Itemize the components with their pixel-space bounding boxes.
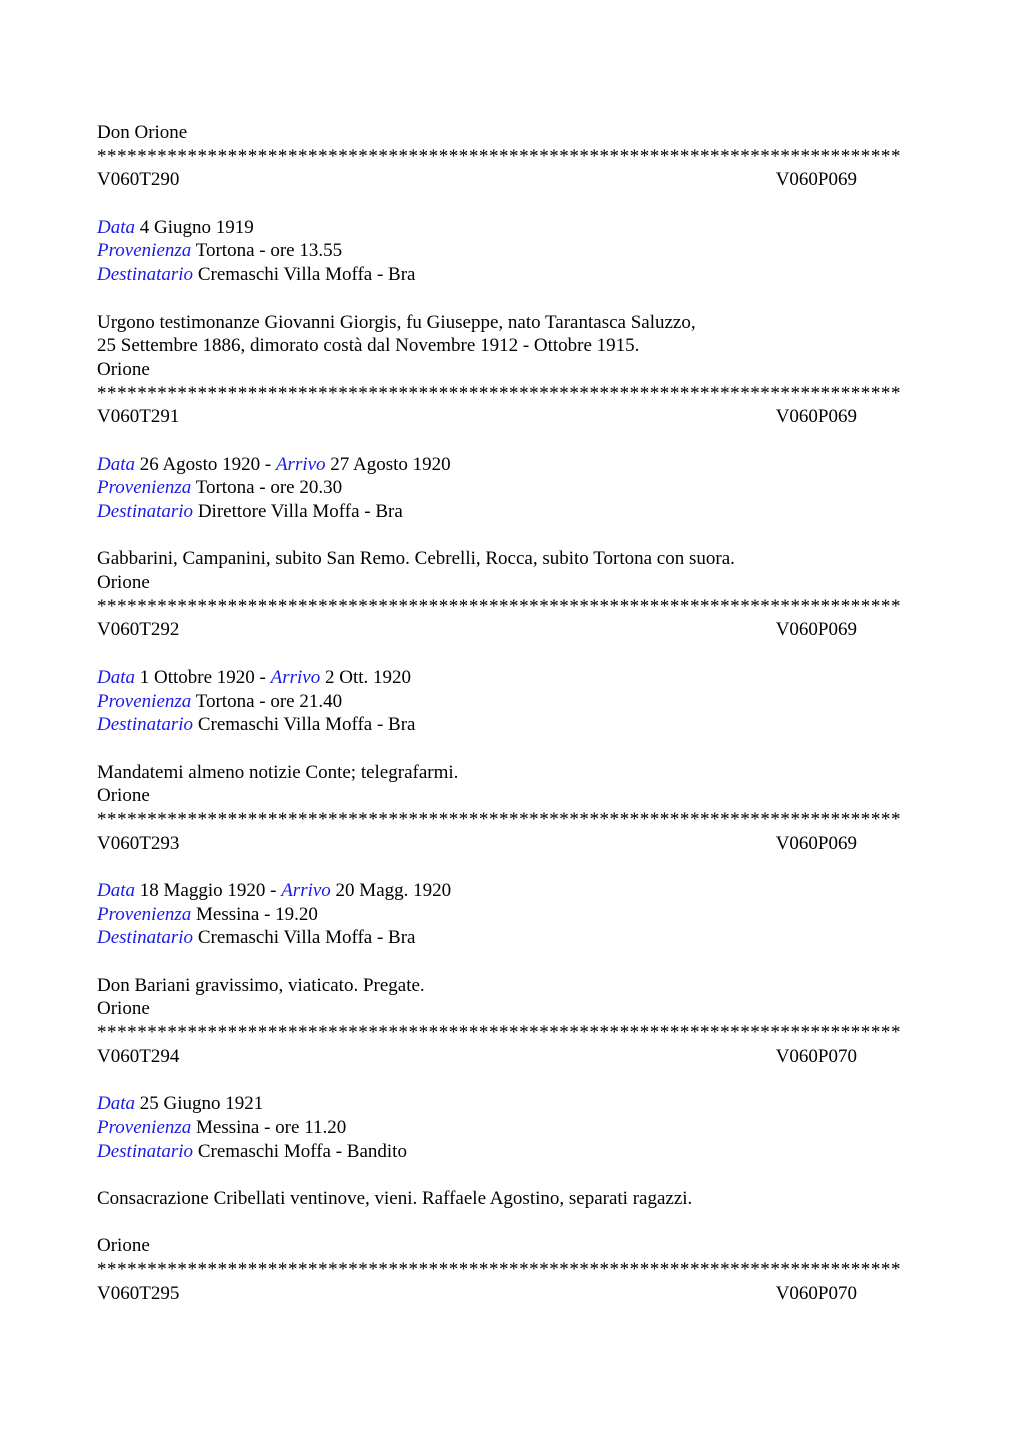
telegram-code: V060T290 [97,169,180,191]
message-text: Mandatemi almeno notizie Conte; telegrafarmi. [97,761,459,783]
recipient-value: Cremaschi Villa Moffa - Bra [197,927,416,949]
separator: ******************************************************************************** [97,595,901,617]
message-text: 25 Settembre 1886, dimorato costà dal Novembre 1912 - Ottobre 1915. [97,335,640,357]
origin-value: Tortona - ore 21.40 [195,690,343,712]
arrival-label: Arrivo [281,880,331,901]
separator: ******************************************************************************** [97,145,901,167]
signature: Orione [97,1235,150,1257]
arrival-value: 27 Agosto 1920 [330,453,451,475]
entry-codes [97,832,857,856]
origin-value: Messina - ore 11.20 [196,1116,347,1138]
date-label: Data [97,216,135,238]
date-line: Data 18 Maggio 1920 - Arrivo 20 Magg. 1920 [97,880,452,901]
arrival-value: 20 Magg. 1920 [335,880,452,901]
separator: ******************************************************************************** [97,382,901,404]
spacer [97,1069,927,1093]
telegram-entry [97,595,927,808]
origin-line [97,903,927,927]
page-code: V060P070 [775,1045,857,1067]
signature: Orione [97,572,150,594]
message-text: Gabbarini, Campanini, subito San Remo. Cebrelli, Rocca, subito Tortona con suora. [97,548,735,570]
spacer [97,737,927,761]
page-code: V060P069 [775,169,857,191]
spacer [97,287,927,311]
recipient-line [97,1140,927,1164]
footer-page-code: V060P070 [775,1282,857,1304]
telegram-list [97,145,927,1258]
separator: ******************************************************************************** [97,1022,901,1044]
recipient-label: Destinatario [97,264,194,286]
recipient-line [97,500,927,524]
spacer [97,429,927,453]
date-label: Data [97,1093,135,1115]
spacer [97,642,927,666]
spacer [97,855,927,879]
telegram-entry [97,808,927,1021]
telegram-code: V060T292 [97,619,180,641]
entry-codes [97,168,857,192]
recipient-value: Cremaschi Villa Moffa - Bra [197,264,416,286]
spacer [97,1163,927,1187]
recipient-label: Destinatario [97,927,194,949]
separator: ******************************************************************************** [97,1259,901,1280]
origin-value: Tortona - ore 20.30 [195,477,343,499]
date-label: Data [97,880,135,901]
telegram-code: V060T293 [97,832,180,854]
page-code: V060P069 [775,406,857,428]
separator: ******************************************************************************** [97,808,901,830]
spacer [97,524,927,548]
message-text [97,1211,927,1235]
date-value: 26 Agosto 1920 [139,453,261,475]
page-code: V060P069 [775,832,857,854]
message-text: Urgono testimonanze Giovanni Giorgis, fu Giuseppe, nato Tarantasca Saluzzo, [97,311,696,333]
entry-codes [97,618,857,642]
spacer [97,192,927,216]
arrival-value: 2 Ott. 1920 [324,666,412,688]
recipient-line [97,713,927,737]
telegram-code: V060T291 [97,406,180,428]
recipient-label: Destinatario [97,501,194,522]
recipient-value: Cremaschi Villa Moffa - Bra [197,714,416,736]
origin-label: Provenienza [97,903,192,925]
origin-value: Messina - 19.20 [196,903,318,925]
origin-line [97,1116,927,1140]
date-line [97,1092,927,1116]
origin-line [97,476,927,500]
entry-codes [97,1045,857,1069]
date-label: Data [97,453,135,475]
recipient-value: Cremaschi Moffa - Bandito [197,1140,407,1162]
document-page [97,121,927,1305]
origin-label: Provenienza [97,477,192,499]
date-line: Data 26 Agosto 1920 - Arrivo 27 Agosto 1920 [97,453,451,475]
document-author: Don Orione [97,122,188,143]
origin-label: Provenienza [97,690,192,712]
origin-line [97,239,927,263]
arrival-label: Arrivo [275,453,326,475]
recipient-label: Destinatario [97,714,194,736]
telegram-entry [97,1021,927,1258]
signature: Orione [97,998,150,1020]
spacer [97,950,927,974]
footer-codes [97,1282,857,1306]
date-line [97,216,927,240]
page-code: V060P069 [775,619,857,641]
date-value: 25 Giugno 1921 [139,1093,264,1115]
message-text: Don Bariani gravissimo, viaticato. Pregate. [97,974,425,996]
telegram-code: V060T294 [97,1045,180,1067]
date-value: 4 Giugno 1919 [139,216,254,238]
telegram-entry [97,145,927,382]
telegram-entry [97,382,927,595]
origin-label: Provenienza [97,240,192,262]
origin-line [97,690,927,714]
recipient-line [97,263,927,287]
entry-codes [97,405,857,429]
date-value: 18 Maggio 1920 [139,880,266,901]
recipient-label: Destinatario [97,1140,194,1162]
origin-value: Tortona - ore 13.55 [195,240,343,262]
date-value: 1 Ottobre 1920 [139,666,255,688]
signature: Orione [97,358,150,380]
message-text: Consacrazione Cribellati ventinove, vieni. Raffaele Agostino, separati ragazzi. [97,1187,693,1209]
recipient-line [97,926,927,950]
footer-telegram-code: V060T295 [97,1282,180,1304]
date-label: Data [97,666,135,688]
arrival-label: Arrivo [270,666,321,688]
origin-label: Provenienza [97,1116,192,1138]
recipient-value: Direttore Villa Moffa - Bra [197,501,403,522]
signature: Orione [97,785,150,807]
date-line: Data 1 Ottobre 1920 - Arrivo 2 Ott. 1920 [97,666,412,688]
